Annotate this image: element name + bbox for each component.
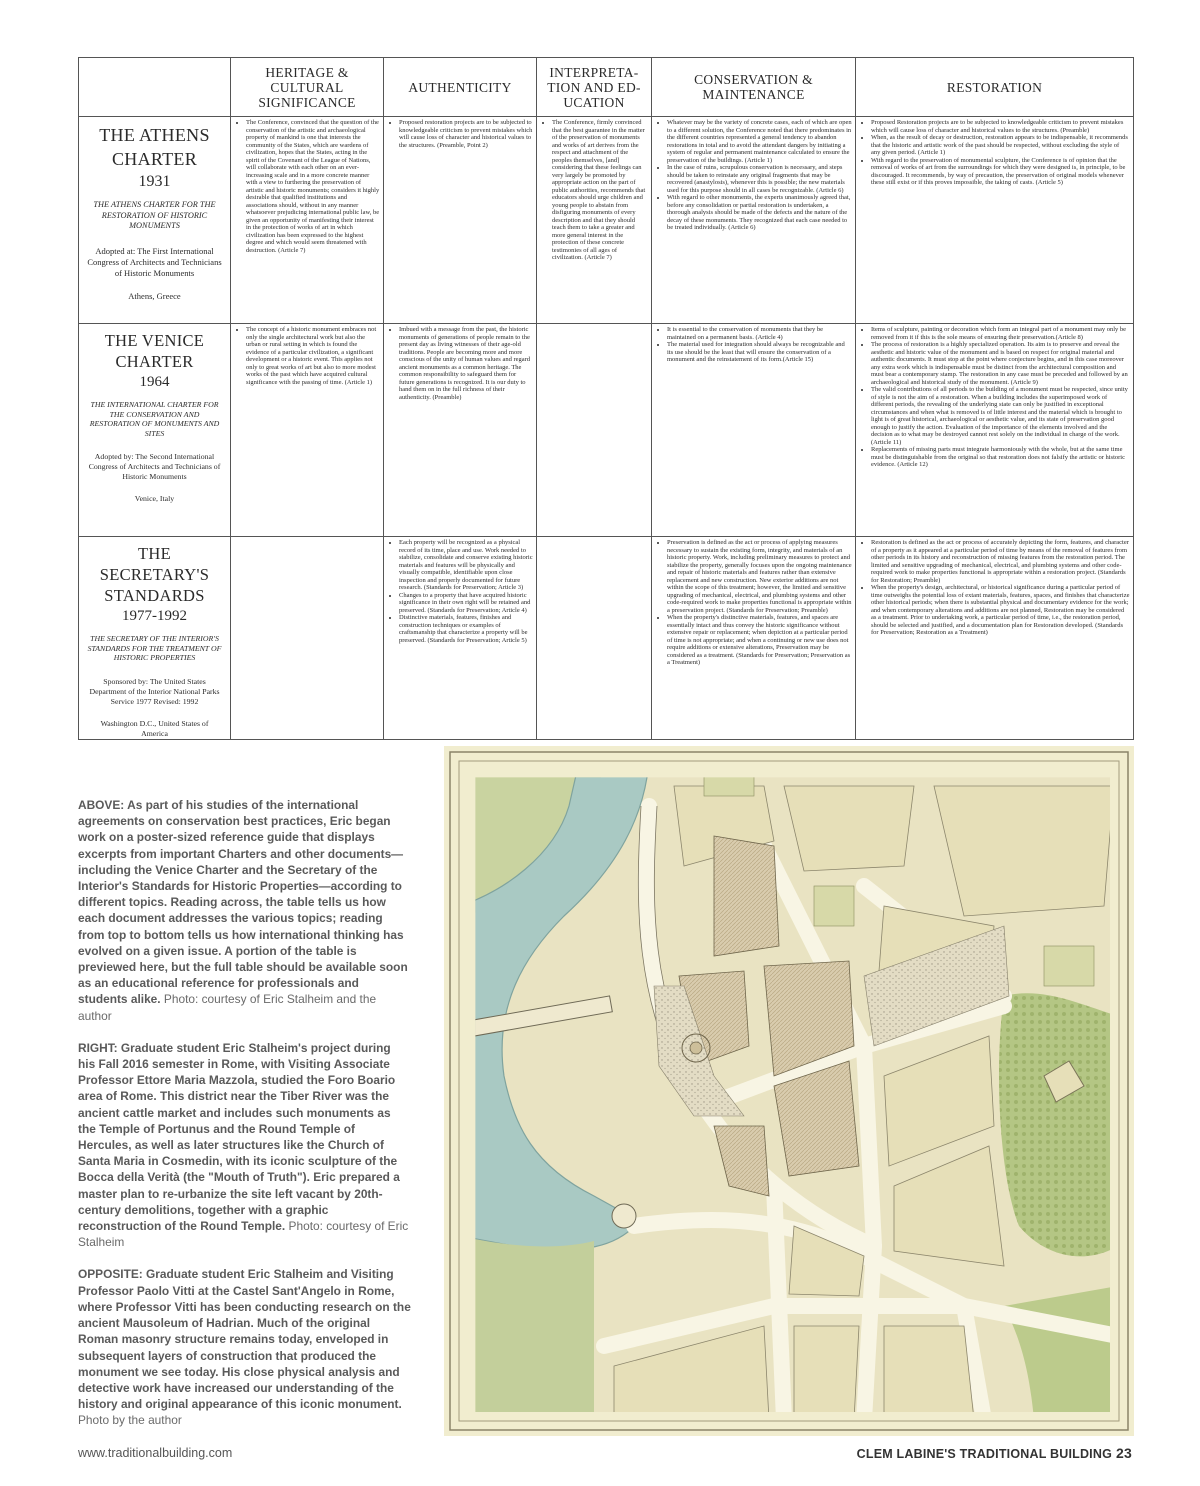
excerpt-list [652,539,855,667]
excerpt-item: • Proposed restoration projects are to be subjected to knowledgeable criticism to prevent mistakes which will cause loss of character and historical values to the structures. (Preamble, Point 2) [399,119,533,149]
excerpt-item: • Imbued with a message from the past, the historic monuments of generations of people remain to the present day as living witnesses of their age-old traditions. People are becoming more and more conscious of the unity of human values and regard ancient monuments as a common heritage. The common responsibility to safeguard them for future generations is recognized. It is our duty to hand them on in the full richness of their authenticity. (Preamble) [399,326,533,401]
excerpt-item: • The Conference, firmly convinced that the best guarantee in the matter of the preservation of monuments and works of art derives from the respect and attachment of the peoples themselves, [and] considering that these feelings can very largely be promoted by appropriate action on the part of public authorities, recommends that educators should urge children and young people to abstain from disfiguring monuments of every description and that they should teach them to take a greater and more general interest in the protection of these concrete testimonies of all ages of civilization. (Article 7) [552,119,648,262]
foro-boario-master-plan-map [444,746,1134,1436]
document-subtitle: THE ATHENS CHARTER FOR THE RESTORATION OF HISTORIC MONUMENTS [93,200,216,230]
excerpt-item: • With regard to the preservation of monumental sculpture, the Conference is of opinion that the removal of works of art from the surroundings for which they were designed is, in principle, to be discouraged. It recommends, by way of precaution, the preservation of original models whenever these still exist or if this proves impossible, the taking of casts. (Article 5) [871,157,1130,187]
document-header-cell [79,117,231,324]
document-header-cell [79,324,231,537]
excerpt-list [537,119,651,262]
document-year: 1964 [139,374,170,390]
roundabout [612,1204,636,1228]
cell-authenticity [384,537,537,740]
footer-magazine [857,1445,1132,1461]
excerpt-list [231,119,383,254]
excerpt-list [856,539,1133,637]
document-subtitle: THE INTERNATIONAL CHARTER FOR THE CONSERVATION AND RESTORATION OF MONUMENTS AND SITES [89,400,220,438]
header-restoration: RESTORATION [856,58,1134,117]
table-row [79,117,1134,324]
excerpt-item: • The valid contributions of all periods to the building of a monument must be respected, since unity of style is not the aim of a restoration. When a building includes the superimposed work of different periods, the revealing of the underlying state can only be justified in exceptional circumstances and when what is removed is of little interest and the material which is brought to light is of great historical, archaeological or aesthetic value, and its state of preservation good enough to justify the action. Evaluation of the importance of the elements involved and the decision as to what may be destroyed cannot rest solely on the individual in charge of the work. (Article 11) [871,386,1130,446]
cell-restoration [856,324,1134,537]
document-subtitle: THE SECRETARY OF THE INTERIOR'S STANDARDS FOR THE TREATMENT OF HISTORIC PROPERTIES [87,634,222,662]
excerpt-list [652,326,855,364]
excerpt-list [856,119,1133,187]
document-year: 1931 [138,173,171,190]
map-drawing [444,746,1134,1436]
excerpt-list [384,326,536,401]
excerpt-item: • The process of restoration is a highly specialized operation. Its aim is to preserve and reveal the aesthetic and historic value of the monument and is based on respect for original material and authentic documents. It must stop at the point where conjecture begins, and in this case moreover any extra work which is indispensable must be distinct from the architectural composition and must bear a contemporary stamp. The restoration in any case must be preceded and followed by an archaeological and historical study of the monument. (Article 9) [871,341,1130,386]
document-adopted-by: Sponsored by: The United States Department of the Interior National Parks Service 1977 Revised: 1992 [89,676,220,706]
table-row [79,537,1134,740]
cell-interpretation [537,117,652,324]
excerpt-item: • With regard to other monuments, the experts unanimously agreed that, before any consolidation or partial restoration is undertaken, a thorough analysis should be made of the defects and the nature of the decay of these monuments. They recognized that each case needed to be treated individually. (Article 6) [667,194,852,232]
excerpt-list [856,326,1133,469]
excerpt-item: • Distinctive materials, features, finishes and construction techniques or examples of craftsmanship that characterize a property will be preserved. (Standards for Preservation; Article 5) [399,614,533,644]
excerpt-item: • Whatever may be the variety of concrete cases, each of which are open to a different solution, the Conference noted that there predominates in the different countries represented a general tendency to abandon restorations in total and to avoid the attendant dangers by initiating a system of regular and permanent maintenance calculated to ensure the preservation of the buildings. (Article 1) [667,119,852,164]
document-year: 1977-1992 [122,608,187,624]
cell-conservation [652,324,856,537]
header-conservation: CONSERVATION & MAINTENANCE [652,58,856,117]
excerpt-item: • Replacements of missing parts must integrate harmoniously with the whole, but at the same time must be distinguishable from the original so that restoration does not falsify the artistic or historic evidence. (Article 12) [871,446,1130,469]
document-adopted-by: Adopted at: The First International Congress of Architects and Technicians of Historic Monuments [87,245,222,278]
excerpt-list [231,326,383,386]
cell-conservation [652,537,856,740]
document-title: THE SECRETARY'S STANDARDS [99,544,210,605]
excerpt-item: • When the property's distinctive materials, features, and spaces are essentially intact and thus convey the historic significance without extensive repair or replacement; when depiction at a particular period of time is not appropriate; and when a continuing or new use does not require additions or extensive alterations, Preservation may be considered as a treatment. (Standards for Preservation; Preservation as a Treatment) [667,614,852,667]
document-header-cell [79,537,231,740]
cell-restoration [856,537,1134,740]
cell-heritage [231,324,384,537]
excerpt-item: • In the case of ruins, scrupulous conservation is necessary, and steps should be taken to reinstate any original fragments that may be recovered (anastylosis), whenever this is possible; the new materials used for this purpose should in all cases be recognizable. (Article 6) [667,164,852,194]
excerpt-list [652,119,855,232]
cell-heritage [231,117,384,324]
excerpt-item: • Preservation is defined as the act or process of applying measures necessary to sustain the existing form, integrity, and materials of an historic property. Work, including preliminary measures to protect and stabilize the property, generally focuses upon the ongoing maintenance and repair of historic materials and features rather than extensive replacement and new construction. New exterior additions are not within the scope of this treatment; however, the limited and sensitive upgrading of mechanical, electrical, and plumbing systems and other code-required work to make properties functional is appropriate within a preservation project. (Standards for Preservation; Preamble) [667,539,852,614]
footer-magazine-name: CLEM LABINE'S TRADITIONAL BUILDING [856,1447,1113,1461]
cell-authenticity [384,117,537,324]
caption-opposite: OPPOSITE: Graduate student Eric Stalheim and Visiting Professor Paolo Vitti at the Castel Sant'Angelo in Rome, where Professor Vitti has been conducting research on the ancient Mausoleum of Hadrian. Much of the original Roman masonry structure remains today, enveloped in subsequent layers of construction that produced the monument we see today. His close physical analysis and detective work have increased our understanding of the history and original appearance of this iconic monument. Photo by the author [78,1267,411,1428]
cell-interpretation [537,324,652,537]
cell-conservation [652,117,856,324]
document-adopted-by: Adopted by: The Second International Congress of Architects and Technicians of Historic Monuments [88,452,221,481]
table-row [79,324,1134,537]
cell-interpretation [537,537,652,740]
excerpt-item: • When the property's design, architectural, or historical significance during a particular period of time outweighs the potential loss of extant materials, features, spaces, and finishes that characterize other historical periods; when there is substantial physical and documentary evidence for the work; and when contemporary alterations and additions are not planned, Restoration may be considered as a treatment. Prior to undertaking work, a particular period of time, i.e., the restoration period, should be selected and justified, and a documentation plan for Restoration developed. (Standards for Preservation; Restoration as a Treatment) [871,584,1130,637]
page-number: 23 [1116,1445,1132,1461]
excerpt-item: • Each property will be recognized as a physical record of its time, place and use. Work needed to stabilize, consolidate and conserve existing historic materials and features will be physically and visually compatible, identifiable upon close inspection and properly documented for future research. (Standards for Preservation; Article 3) [399,539,533,592]
park-left-bank [460,1236,594,1420]
park-right [999,993,1118,1256]
footer-url: www.traditionalbuilding.com [78,1446,233,1460]
header-blank [79,58,231,117]
excerpt-item: • When, as the result of decay or destruction, restoration appears to be indispensable, it recommends that the historic and artistic work of the past should be respected, without excluding the style of any given period. (Article 1) [871,134,1130,157]
excerpt-item: • It is essential to the conservation of monuments that they be maintained on a permanent basis. (Article 4) [667,326,852,341]
excerpt-list [384,119,536,149]
document-title: THE VENICE CHARTER [104,331,205,371]
excerpt-list [384,539,536,644]
caption-above: ABOVE: As part of his studies of the international agreements on conservation best practices, Eric began work on a poster-sized reference guide that displays excerpts from important Charters and other documents—including the Venice Charter and the Secretary of the Interior's Standards for Historic Properties—according to different topics. Reading across, the table tells us how each document addresses the various topics; reading from top to bottom tells us how international thinking has evolved on a given issue. A portion of the table is previewed here, but the full table should be available soon as an educational reference for professionals and students alike. Photo: courtesy of Eric Stalheim and the author [78,798,408,1023]
cell-heritage [231,537,384,740]
excerpt-item: • The Conference, convinced that the question of the conservation of the artistic and archaeological property of mankind is one that interests the community of the States, which are wardens of civilization, hopes that the States, acting in the spirit of the Covenant of the League of Nations, will collaborate with each other on an ever-increasing scale and in a more concrete manner with a view to furthering the preservation of artistic and historic monuments; considers it highly desirable that qualified institutions and associations should, without in any manner whatsoever prejudicing international public law, be given an opportunity of manifesting their interest in the protection of works of art in which civilization has been expressed to the highest degree and which would seem threatened with destruction. (Article 7) [246,119,380,254]
cell-restoration [856,117,1134,324]
excerpt-item: • Proposed Restoration projects are to be subjected to knowledgeable criticism to prevent mistakes which will cause loss of character and historical values to the structures. (Preamble) [871,119,1130,134]
cell-authenticity [384,324,537,537]
header-authenticity: AUTHENTICITY [384,58,537,117]
header-interpretation: INTERPRETA-TION AND ED-UCATION [537,58,652,117]
excerpt-item: • The concept of a historic monument embraces not only the single architectural work but also the urban or rural setting in which is found the evidence of a particular civilization, a significant development or a historic event. This applies not only to great works of art but also to more modest works of the past which have acquired cultural significance with the passing of time. (Article 1) [246,326,380,386]
document-place: Washington D.C., United States of America [100,718,209,738]
excerpt-item: • The material used for integration should always be recognizable and its use should be the least that will ensure the conservation of a monument and the reinstatement of its form.(Article 15) [667,341,852,364]
document-title: THE ATHENS CHARTER [99,125,210,169]
excerpt-item: • Restoration is defined as the act or process of accurately depicting the form, features, and character of a property as it appeared at a particular period of time by means of the removal of features from other periods in its history and reconstruction of missing features from the restoration period. The limited and sensitive upgrading of mechanical, electrical, and plumbing systems and other code-required work to make properties functional is appropriate within a restoration project. (Standards for Restoration; Preamble) [871,539,1130,584]
header-heritage: HERITAGE & CULTURAL SIGNIFICANCE [231,58,384,117]
caption-right: RIGHT: Graduate student Eric Stalheim's project during his Fall 2016 semester in Rome, with Visiting Associate Professor Ettore Maria Mazzola, studied the Foro Boario area of Rome. This district near the Tiber River was the ancient cattle market and includes such monuments as the Temple of Portunus and the Round Temple of Hercules, as well as later structures like the Church of Santa Maria in Cosmedin, with its iconic sculpture of the Bocca della Verità (the "Mouth of Truth"). Eric prepared a master plan to re-urbanize the site left vacant by 20th-century demolitions, together with a graphic reconstruction of the Round Temple. Photo: courtesy of Eric Stalheim [78,1040,409,1250]
charter-comparison-table [78,57,1134,740]
document-place: Athens, Greece [128,290,181,301]
captions-column [78,797,411,1445]
document-place: Venice, Italy [134,494,175,503]
excerpt-item: • Items of sculpture, painting or decoration which form an integral part of a monument may only be removed from it if this is the sole means of ensuring their preservation.(Article 8) [871,326,1130,341]
excerpt-item: • Changes to a property that have acquired historic significance in their own right will be retained and preserved. (Standards for Preservation; Article 4) [399,592,533,615]
